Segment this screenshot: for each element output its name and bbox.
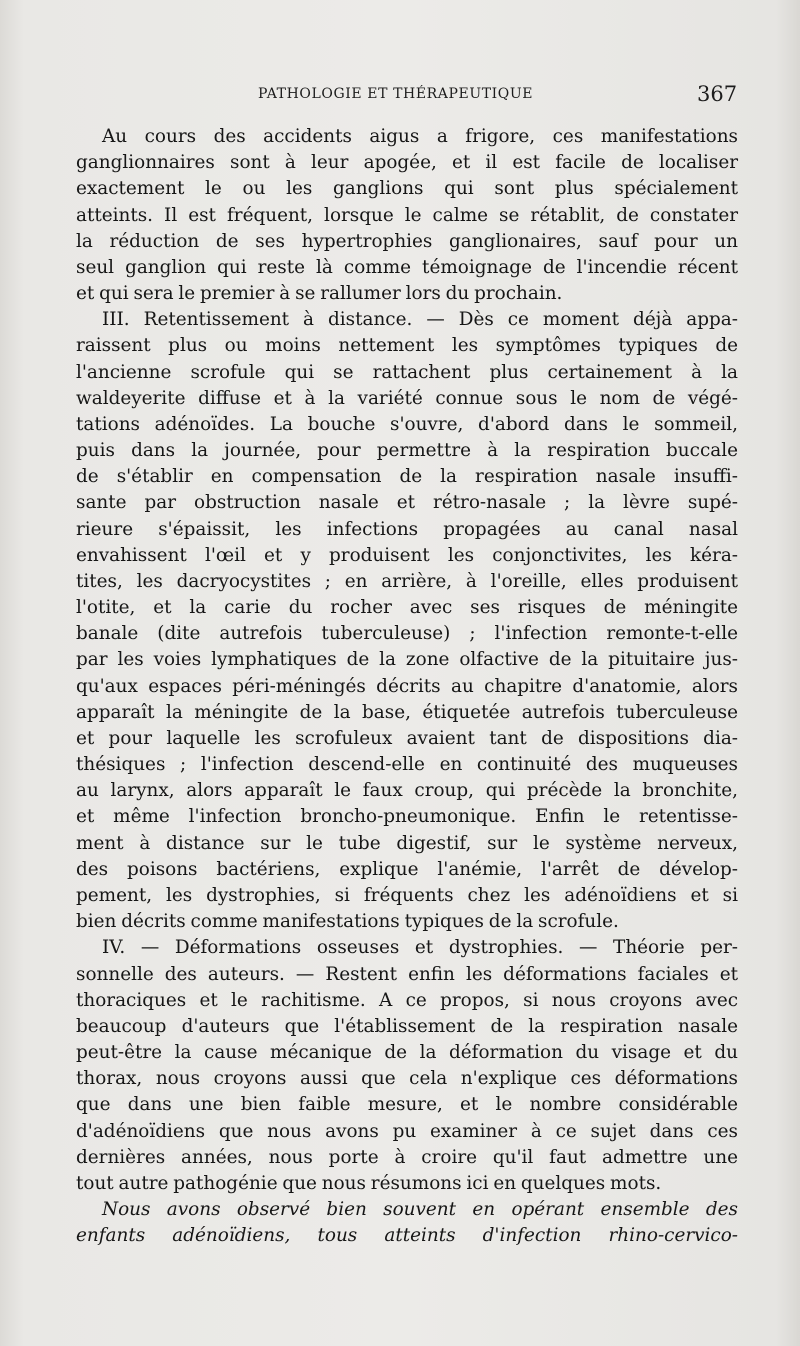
text-line: de s'établir en compensation de la respiration nasale insuffi- [76,466,738,488]
text-line: tout autre pathogénie que nous résumons ici en quelques mots. [76,1172,662,1194]
text-line: sante par obstruction nasale et rétro-nasale ; la lèvre supé- [76,492,738,514]
text-line: par les voies lymphatiques de la zone olfactive de la pituitaire jus- [76,649,738,671]
text-line: thoraciques et le rachitisme. A ce propos, si nous croyons avec [76,989,738,1011]
text-line: rieure s'épaissit, les infections propagées au canal nasal [76,518,738,540]
text-line: apparaît la méningite de la base, étiquetée autrefois tuberculeuse [76,701,738,723]
page-number: 367 [697,82,738,106]
text-line: envahissent l'œil et y produisent les conjonctivites, les kéra- [76,544,738,566]
text-line: thésiques ; l'infection descend-elle en continuité des muqueuses [76,754,738,776]
text-line: dernières années, nous porte à croire qu'il faut admettre une [76,1146,738,1168]
body-text [76,124,738,1249]
text-line: pement, les dystrophies, si fréquents chez les adénoïdiens et si [76,884,738,906]
text-line: ganglionnaires sont à leur apogée, et il est facile de localiser [76,152,738,174]
text-line: l'otite, et la carie du rocher avec ses risques de méningite [76,597,738,619]
text-line: et pour laquelle les scrofuleux avaient tant de dispositions dia- [76,727,738,749]
text-line: beaucoup d'auteurs que l'établissement de la respiration nasale [76,1015,738,1037]
text-line: et même l'infection broncho-pneumonique. Enfin le retentisse- [76,806,738,828]
text-line: banale (dite autrefois tuberculeuse) ; l'infection remonte-t-elle [76,623,738,645]
text-line: enfants adénoïdiens, tous atteints d'infection rhino-cervico- [76,1225,738,1247]
text-line: puis dans la journée, pour permettre à la respiration buccale [76,440,738,462]
text-line: bien décrits comme manifestations typiques de la scrofule. [76,911,619,933]
text-line: et qui sera le premier à se rallumer lors du prochain. [76,283,563,305]
text-line: waldeyerite diffuse et à la variété connue sous le nom de végé- [76,387,738,409]
text-line: Nous avons observé bien souvent en opérant ensemble des [102,1199,738,1221]
text-line: seul ganglion qui reste là comme témoignage de l'incendie récent [76,256,738,278]
text-line: au larynx, alors apparaît le faux croup, qui précède la bronchite, [76,780,738,802]
page-header [0,82,800,106]
text-line: atteints. Il est fréquent, lorsque le calme se rétablit, de constater [76,204,738,226]
text-line: tites, les dacryocystites ; en arrière, à l'oreille, elles produisent [76,570,738,592]
text-line: Au cours des accidents aigus a frigore, ces manifestations [102,126,738,147]
text-line: peut-être la cause mécanique de la déformation du visage et du [76,1042,738,1064]
text-line: IV. — Déformations osseuses et dystrophies. — Théorie per- [102,937,738,959]
text-line: qu'aux espaces péri-méningés décrits au chapitre d'anatomie, alors [76,675,738,697]
text-line: sonnelle des auteurs. — Restent enfin les déformations faciales et [76,963,738,985]
text-line: tations adénoïdes. La bouche s'ouvre, d'abord dans le sommeil, [76,413,738,435]
text-line: exactement le ou les ganglions qui sont plus spécialement [76,178,738,200]
running-title: PATHOLOGIE ET THÉRAPEUTIQUE [258,86,534,102]
text-line: thorax, nous croyons aussi que cela n'explique ces déformations [76,1068,738,1090]
text-line: III. Retentissement à distance. — Dès ce moment déjà appa- [102,309,738,331]
text-line: des poisons bactériens, explique l'anémie, l'arrêt de dévelop- [76,858,738,880]
text-line: raissent plus ou moins nettement les symptômes typiques de [76,335,738,357]
text-line: la réduction de ses hypertrophies ganglionaires, sauf pour un [76,230,738,252]
text-line: ment à distance sur le tube digestif, sur le système nerveux, [76,832,738,854]
text-line: l'ancienne scrofule qui se rattachent plus certainement à la [76,361,738,383]
text-line: d'adénoïdiens que nous avons pu examiner à ce sujet dans ces [76,1120,738,1142]
text-line: que dans une bien faible mesure, et le nombre considérable [76,1094,738,1116]
